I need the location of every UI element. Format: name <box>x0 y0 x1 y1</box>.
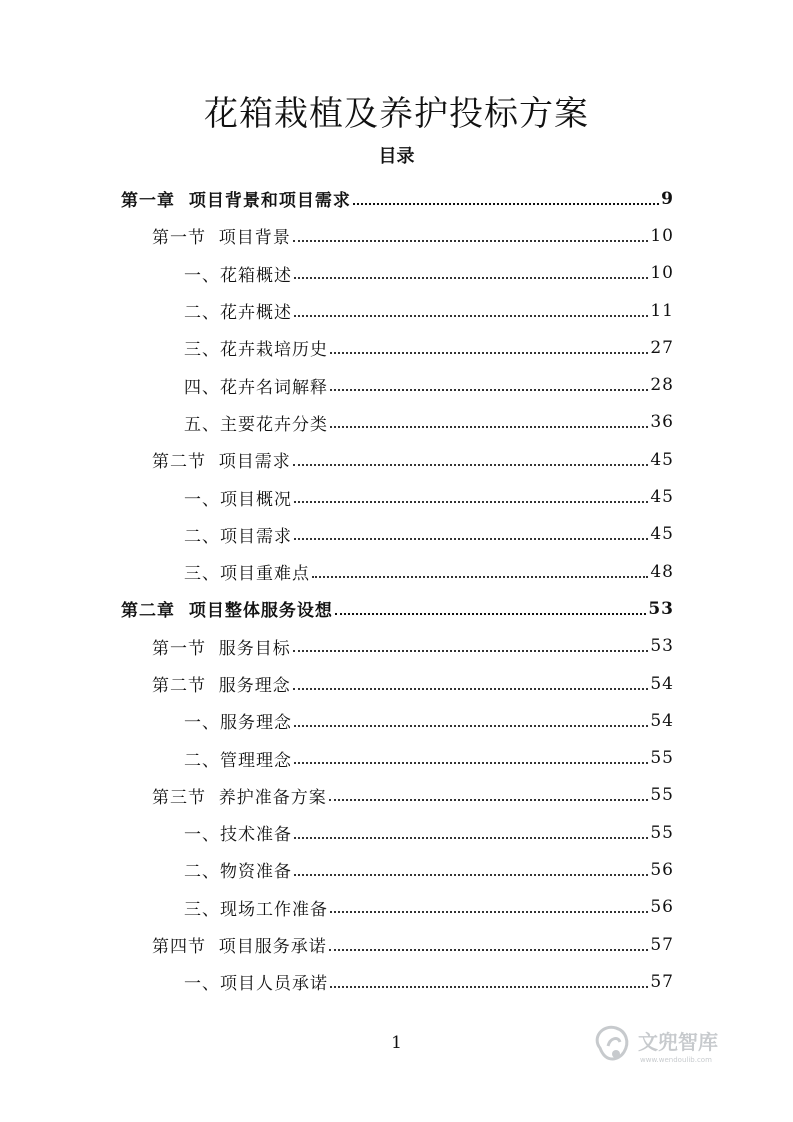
toc-dot-leader <box>294 837 648 839</box>
toc-dot-leader <box>330 911 648 913</box>
toc-entry[interactable] <box>0 889 674 926</box>
toc-dot-leader <box>330 986 648 988</box>
toc-entry[interactable] <box>0 590 674 627</box>
toc-entry-label: 二、花卉概述 <box>184 298 294 323</box>
toc-entry-page: 45 <box>650 524 674 545</box>
toc-entry[interactable] <box>0 628 674 665</box>
toc-entry-label: 五、主要花卉分类 <box>184 410 330 435</box>
toc-dot-leader <box>294 538 648 540</box>
toc-entry-page: 54 <box>650 673 674 694</box>
toc-entry-page: 54 <box>650 710 674 731</box>
toc-entry-label: 第一章 项目背景和项目需求 <box>121 186 353 211</box>
toc-entry[interactable] <box>0 777 674 814</box>
watermark-text: 文兜智库 <box>638 1030 718 1054</box>
toc-dot-leader <box>353 203 659 205</box>
toc-heading: 目录 <box>378 146 415 167</box>
toc-entry-label: 一、项目概况 <box>184 485 294 510</box>
document-title: 花箱栽植及养护投标方案 <box>204 94 589 134</box>
toc-entry-page: 55 <box>650 748 674 769</box>
toc-dot-leader <box>294 315 648 317</box>
toc-dot-leader <box>293 464 649 466</box>
toc-entry-label: 第二章 项目整体服务设想 <box>121 596 335 621</box>
watermark-url: www.wendoulib.com <box>640 1056 712 1064</box>
toc-entry-label: 二、项目需求 <box>184 522 294 547</box>
toc-entry-page: 53 <box>650 636 674 657</box>
toc-entry[interactable] <box>0 926 674 963</box>
toc-entry-page: 45 <box>650 449 674 470</box>
watermark-logo-icon <box>586 1018 756 1074</box>
toc-entry-label: 第二节 项目需求 <box>152 447 293 472</box>
toc-entry[interactable] <box>0 292 674 329</box>
toc-entry-page: 11 <box>650 300 674 321</box>
toc-entry-label: 二、物资准备 <box>184 857 294 882</box>
toc-entry-label: 二、管理理念 <box>184 746 294 771</box>
toc-entry[interactable] <box>0 516 674 553</box>
toc-entry[interactable] <box>0 739 674 776</box>
toc-entry-label: 第四节 项目服务承诺 <box>152 932 329 957</box>
toc-entry[interactable] <box>0 851 674 888</box>
toc-dot-leader <box>329 799 649 801</box>
toc-entry[interactable] <box>0 366 674 403</box>
toc-entry-page: 48 <box>650 561 674 582</box>
toc-dot-leader <box>293 650 649 652</box>
toc-entry-page: 28 <box>650 375 674 396</box>
toc-dot-leader <box>330 352 648 354</box>
toc-entry[interactable] <box>0 665 674 702</box>
toc-dot-leader <box>294 762 648 764</box>
toc-entry-page: 55 <box>650 822 674 843</box>
toc-dot-leader <box>330 389 648 391</box>
table-of-contents <box>0 180 793 1001</box>
toc-entry[interactable] <box>0 255 674 292</box>
toc-entry-page: 53 <box>648 598 674 619</box>
toc-entry-label: 第二节 服务理念 <box>152 671 293 696</box>
watermark <box>586 1018 756 1074</box>
toc-entry-page: 45 <box>650 487 674 508</box>
toc-entry[interactable] <box>0 180 674 217</box>
toc-dot-leader <box>329 949 649 951</box>
toc-entry[interactable] <box>0 329 674 366</box>
toc-entry[interactable] <box>0 702 674 739</box>
toc-entry-page: 9 <box>661 188 674 209</box>
toc-entry-label: 一、技术准备 <box>184 820 294 845</box>
toc-entry[interactable] <box>0 963 674 1000</box>
toc-entry-label: 三、花卉栽培历史 <box>184 335 330 360</box>
toc-entry-page: 27 <box>650 337 674 358</box>
toc-entry-page: 56 <box>650 859 674 880</box>
toc-dot-leader <box>294 277 648 279</box>
toc-entry[interactable] <box>0 553 674 590</box>
toc-entry-label: 一、服务理念 <box>184 708 294 733</box>
toc-entry-page: 10 <box>650 263 674 284</box>
toc-dot-leader <box>293 240 649 242</box>
toc-entry[interactable] <box>0 441 674 478</box>
toc-dot-leader <box>294 501 648 503</box>
toc-entry-page: 56 <box>650 897 674 918</box>
toc-entry-label: 一、项目人员承诺 <box>184 969 330 994</box>
toc-entry[interactable] <box>0 404 674 441</box>
toc-entry[interactable] <box>0 814 674 851</box>
toc-dot-leader <box>312 576 648 578</box>
toc-dot-leader <box>293 688 649 690</box>
toc-dot-leader <box>294 874 648 876</box>
toc-entry-page: 10 <box>650 225 674 246</box>
toc-entry-page: 36 <box>650 412 674 433</box>
toc-entry-label: 四、花卉名词解释 <box>184 373 330 398</box>
toc-entry-label: 三、现场工作准备 <box>184 895 330 920</box>
toc-entry[interactable] <box>0 217 674 254</box>
toc-entry-page: 55 <box>650 785 674 806</box>
toc-entry-label: 三、项目重难点 <box>184 559 312 584</box>
toc-dot-leader <box>330 426 648 428</box>
toc-dot-leader <box>335 613 646 615</box>
toc-entry-page: 57 <box>650 934 674 955</box>
toc-entry-label: 第一节 项目背景 <box>152 223 293 248</box>
page-number: 1 <box>391 1033 402 1053</box>
toc-dot-leader <box>294 725 648 727</box>
toc-entry[interactable] <box>0 478 674 515</box>
toc-entry-label: 第三节 养护准备方案 <box>152 783 329 808</box>
toc-entry-page: 57 <box>650 971 674 992</box>
toc-entry-label: 第一节 服务目标 <box>152 634 293 659</box>
toc-entry-label: 一、花箱概述 <box>184 261 294 286</box>
